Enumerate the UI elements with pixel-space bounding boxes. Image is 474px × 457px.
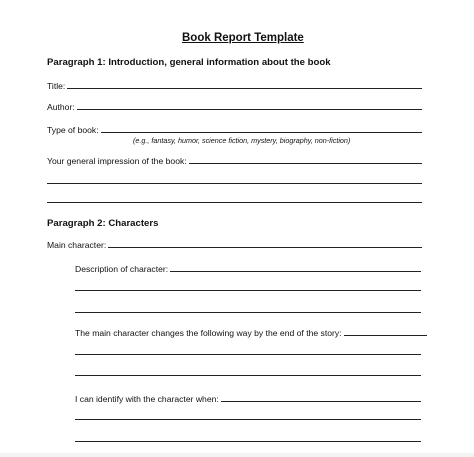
author-field-row — [47, 100, 422, 112]
identify-line-3[interactable] — [75, 441, 421, 442]
description-line-3[interactable] — [75, 312, 421, 313]
title-label: Title: — [47, 81, 66, 91]
identify-label: I can identify with the character when: — [75, 394, 219, 404]
type-hint: (e.g., fantasy, humor, science fiction, mystery, biography, non-fiction) — [133, 136, 351, 145]
changes-input-line[interactable] — [344, 335, 427, 336]
identify-line-2[interactable] — [75, 419, 421, 420]
type-field-row — [47, 123, 422, 135]
identify-input-line[interactable] — [221, 401, 421, 402]
type-input-line[interactable] — [101, 132, 422, 133]
main-character-label: Main character: — [47, 240, 107, 250]
page-bottom-edge — [0, 453, 474, 457]
impression-label: Your general impression of the book: — [47, 156, 187, 166]
author-input-line[interactable] — [77, 109, 422, 110]
impression-input-line[interactable] — [189, 163, 422, 164]
author-label: Author: — [47, 102, 75, 112]
impression-line-2[interactable] — [47, 183, 422, 184]
description-label: Description of character: — [75, 264, 169, 274]
changes-field-row — [75, 326, 427, 338]
description-line-2[interactable] — [75, 290, 421, 291]
description-field-row — [75, 262, 421, 274]
description-input-line[interactable] — [170, 271, 421, 272]
impression-field-row — [47, 154, 422, 166]
title-field-row — [47, 79, 422, 91]
changes-line-2[interactable] — [75, 354, 421, 355]
main-character-field-row — [47, 238, 422, 250]
title-input-line[interactable] — [67, 88, 422, 89]
paragraph2-heading: Paragraph 2: Characters — [47, 218, 159, 229]
document-title: Book Report Template — [182, 32, 304, 44]
main-character-input-line[interactable] — [108, 247, 422, 248]
changes-line-3[interactable] — [75, 375, 421, 376]
identify-field-row — [75, 392, 421, 404]
paragraph1-heading: Paragraph 1: Introduction, general information about the book — [47, 57, 331, 68]
type-label: Type of book: — [47, 125, 99, 135]
impression-line-3[interactable] — [47, 202, 422, 203]
changes-label: The main character changes the following way by the end of the story: — [75, 328, 342, 338]
